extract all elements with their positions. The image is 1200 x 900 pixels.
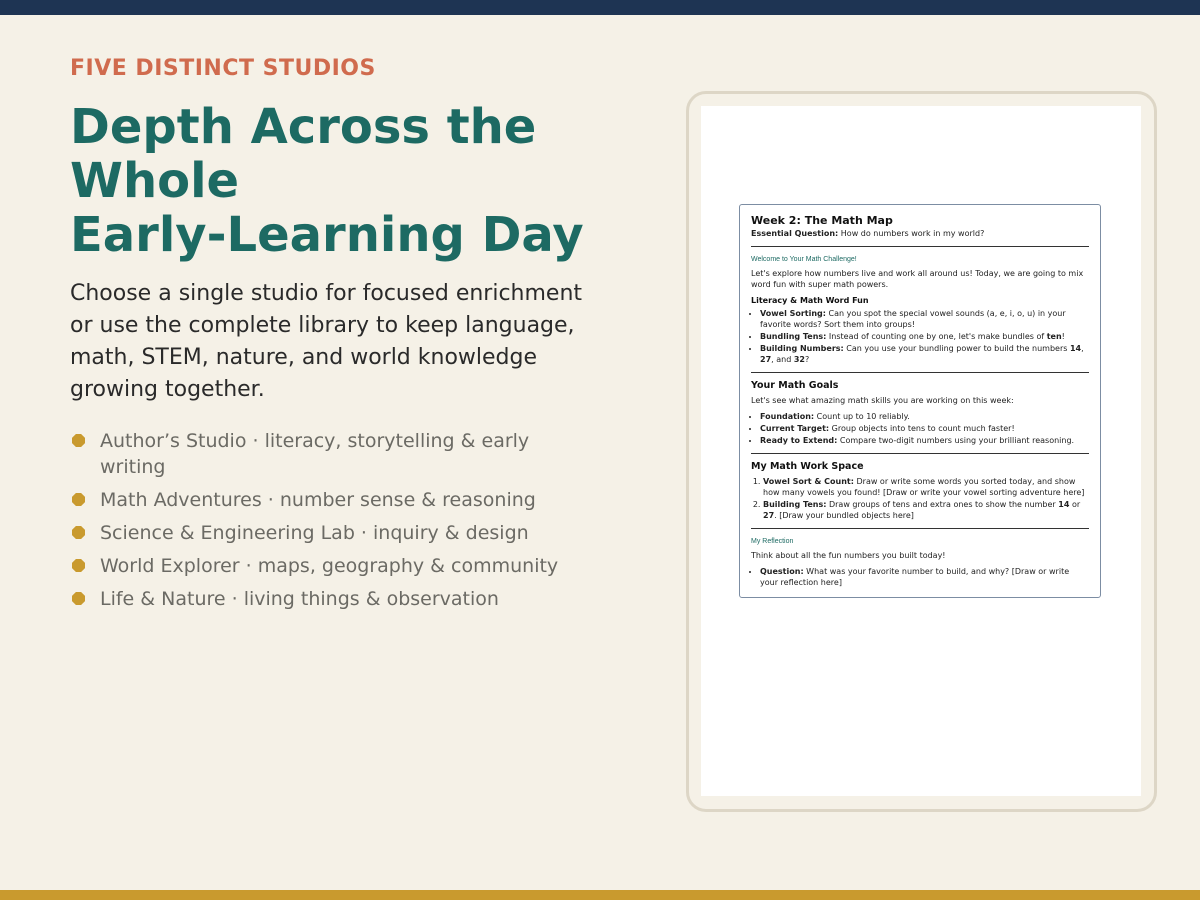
- item-bold: 27: [760, 355, 772, 364]
- title-line-1: Depth Across the: [70, 99, 537, 155]
- divider: [751, 372, 1089, 373]
- studio-item-label: World Explorer · maps, geography & community: [100, 555, 559, 577]
- item-text: Draw groups of tens and extra ones to show the number: [826, 500, 1059, 509]
- item-text: , and: [771, 355, 794, 364]
- divider: [751, 528, 1089, 529]
- item-text: ,: [1081, 344, 1084, 353]
- item-text: Can you spot the special vowel sounds (a, e, i, o, u) in your favorite words? Sort them into groups!: [760, 309, 1066, 329]
- item-label: Ready to Extend:: [760, 436, 838, 445]
- list-item: [760, 566, 1089, 588]
- literacy-list: [751, 308, 1089, 365]
- item-text: Compare two-digit numbers using your brilliant reasoning.: [837, 436, 1075, 445]
- worksheet-title: Week 2: The Math Map: [751, 214, 893, 227]
- studio-item-authors: [70, 428, 600, 480]
- title-line-2: Whole: [70, 153, 240, 209]
- item-label: Building Tens:: [763, 500, 827, 509]
- goals-intro: Let's see what amazing math skills you are working on this week:: [751, 396, 1014, 405]
- item-bold: 14: [1058, 500, 1070, 509]
- welcome-heading: Welcome to Your Math Challenge!: [751, 256, 857, 263]
- eyebrow-label: FIVE DISTINCT STUDIOS: [70, 56, 376, 81]
- item-text: or: [1069, 500, 1081, 509]
- item-text: Draw or write some words you sorted today, and show how many vowels you found! [Draw or write your vowel sorting adventure here]: [763, 477, 1085, 497]
- eq-text: How do numbers work in my world?: [838, 229, 985, 238]
- item-text: Count up to 10 reliably.: [814, 412, 910, 421]
- item-text: Instead of counting one by one, let's make bundles of: [826, 332, 1047, 341]
- item-text: . [Draw your bundled objects here]: [774, 511, 914, 520]
- item-label: Bundling Tens:: [760, 332, 827, 341]
- worksheet-document: [739, 204, 1101, 598]
- studio-item-math: [70, 487, 600, 513]
- item-label: Foundation:: [760, 412, 815, 421]
- workspace-heading: My Math Work Space: [751, 461, 864, 472]
- studio-item-label: Author’s Studio · literacy, storytelling & early writing: [100, 430, 530, 478]
- bullet-octagon-icon: [72, 493, 85, 506]
- item-bold: 32: [793, 355, 805, 364]
- studio-item-nature: [70, 586, 600, 612]
- list-item: [763, 499, 1089, 521]
- list-item: [760, 308, 1089, 330]
- divider: [751, 453, 1089, 454]
- slide-text-column: [70, 56, 630, 619]
- slide-title: [70, 100, 630, 262]
- bottom-accent-bar: [0, 890, 1200, 900]
- bullet-octagon-icon: [72, 434, 85, 447]
- goals-list: [751, 411, 1089, 446]
- studio-item-label: Life & Nature · living things & observation: [100, 588, 499, 610]
- reflection-list: [751, 566, 1089, 588]
- workspace-list: [751, 476, 1089, 521]
- item-label: Current Target:: [760, 424, 830, 433]
- item-text: ?: [804, 355, 810, 364]
- eq-label: Essential Question:: [751, 229, 839, 238]
- bullet-octagon-icon: [72, 592, 85, 605]
- list-item: [760, 331, 1089, 342]
- item-bold: 14: [1069, 344, 1082, 353]
- item-text: Can you use your bundling power to build the numbers: [843, 344, 1070, 353]
- list-item: [760, 423, 1089, 434]
- list-item: [760, 343, 1089, 365]
- tablet-screen: [701, 106, 1141, 796]
- item-bold: 27: [763, 511, 775, 520]
- bullet-octagon-icon: [72, 526, 85, 539]
- studio-item-label: Science & Engineering Lab · inquiry & design: [100, 522, 529, 544]
- item-bold: ten: [1046, 332, 1062, 341]
- studio-item-science: [70, 520, 600, 546]
- item-label: Vowel Sorting:: [760, 309, 826, 318]
- list-item: [760, 411, 1089, 422]
- literacy-heading: Literacy & Math Word Fun: [751, 296, 869, 305]
- reflection-heading: My Reflection: [751, 538, 794, 545]
- reflection-intro: Think about all the fun numbers you built today!: [751, 551, 946, 560]
- item-label: Building Numbers:: [760, 344, 844, 353]
- top-accent-bar: [0, 0, 1200, 15]
- item-text: Group objects into tens to count much faster!: [829, 424, 1015, 433]
- list-item: [760, 435, 1089, 446]
- item-text: What was your favorite number to build, and why? [Draw or write your reflection here]: [760, 567, 1070, 587]
- title-line-3: Early-Learning Day: [70, 207, 584, 263]
- item-label: Question:: [760, 567, 804, 576]
- divider: [751, 246, 1089, 247]
- essential-question: [751, 228, 1089, 239]
- studio-item-world: [70, 553, 600, 579]
- slide-lede: Choose a single studio for focused enrichment or use the complete library to keep language, math, STEM, nature, and world knowledge growing together.: [70, 281, 583, 402]
- tablet-frame: [686, 91, 1157, 812]
- goals-heading: Your Math Goals: [751, 380, 839, 391]
- intro-text: Let's explore how numbers live and work all around us! Today, we are going to mix word fun with super math powers.: [751, 269, 1084, 289]
- item-text: !: [1061, 332, 1065, 341]
- list-item: [763, 476, 1089, 498]
- item-label: Vowel Sort & Count:: [763, 477, 854, 486]
- bullet-octagon-icon: [72, 559, 85, 572]
- studio-item-label: Math Adventures · number sense & reasoning: [100, 489, 536, 511]
- studio-list: [70, 428, 630, 612]
